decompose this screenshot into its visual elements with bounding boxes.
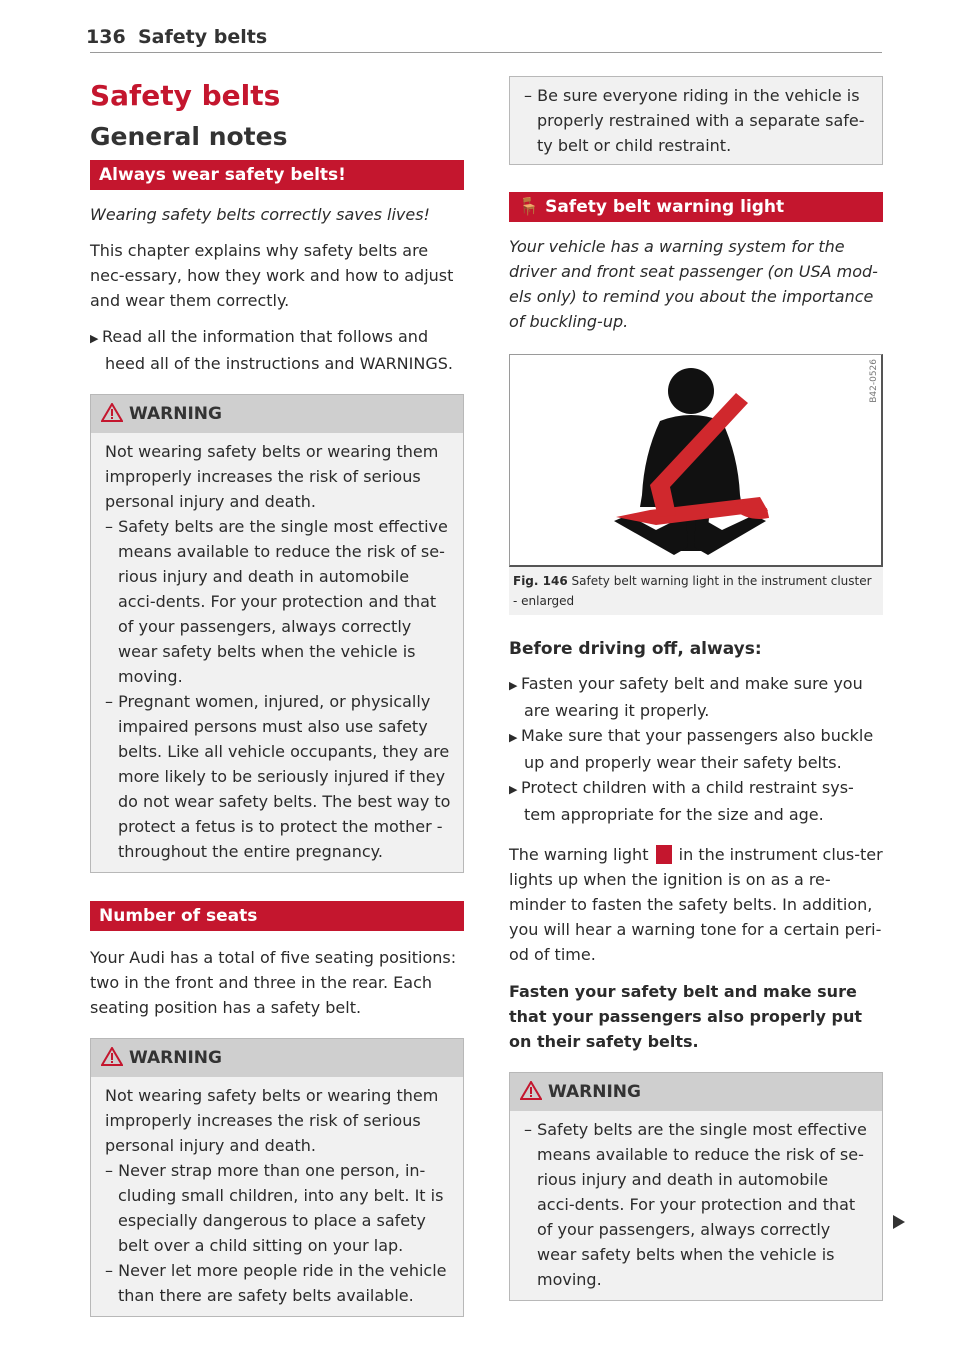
warning-label: WARNING (129, 404, 222, 424)
paragraph: Your Audi has a total of five seating positions: two in the front and three in the rear. Each seating position has a safety belt. (90, 948, 457, 1017)
right-column (509, 76, 883, 1301)
heading-text: Safety belt warning light (545, 197, 785, 217)
paragraph (509, 842, 883, 967)
bullet-text: Read all the information that follows and heed all of the instructions and WARNINGS. (101, 327, 453, 373)
warning-item: – Safety belts are the single most effective means available to reduce the risk of se-rious injury and death in automobile acci-dents. For your protection and that of your passengers, always correctly wear safety belts when the vehicle is moving. (105, 517, 448, 686)
belt-warning-light-icon (656, 845, 672, 864)
left-column (90, 76, 464, 1317)
warning-label: WARNING (129, 1048, 222, 1068)
continued-body (510, 77, 882, 164)
bullet-text: Fasten your safety belt and make sure you are wearing it properly. (520, 674, 863, 720)
warning-item: – Safety belts are the single most effective means available to reduce the risk of se-rious injury and death in automobile acci-dents. For your protection and that of your passengers, always correctly wear safety belts when the vehicle is moving. (524, 1120, 867, 1289)
warning-body (91, 433, 463, 872)
warning-header (510, 1073, 882, 1111)
continued-arrow-icon (893, 1215, 905, 1229)
bullet-item (509, 775, 883, 827)
figure-image (509, 354, 883, 567)
page-number: 136 (86, 26, 126, 48)
warning-item: – Never let more people ride in the vehicle than there are safety belts available. (105, 1261, 447, 1305)
warning-item: – Never strap more than one person, in-cluding small children, into any belt. It is especially dangerous to place a safety belt over a child sitting on your lap. (105, 1161, 444, 1255)
bullet-text: Make sure that your passengers also buckle up and properly wear their safety belts. (520, 726, 874, 772)
warning-text: Not wearing safety belts or wearing them improperly increases the risk of serious personal injury and death. (105, 1086, 439, 1155)
warning-item-text: Never strap more than one person, in-cluding small children, into any belt. It is especially dangerous to place a safety belt over a child sitting on your lap. (118, 1161, 444, 1255)
bullet-text: Protect children with a child restraint sys-tem appropriate for the size and age. (520, 778, 854, 824)
paragraph-text: in the instrument clus-ter lights up when the ignition is on as a re-minder to fasten the safety belts. In addition, you will hear a warning tone for a certain peri-od of time. (509, 845, 883, 964)
warning-body (91, 1077, 463, 1316)
heading-always-wear: Always wear safety belts! (90, 160, 464, 190)
caption-text: Safety belt warning light in the instrument cluster - enlarged (513, 574, 872, 608)
chapter-title: Safety belts (90, 79, 281, 112)
continued-box (509, 76, 883, 165)
warning-triangle-icon (520, 1081, 542, 1100)
paragraph: This chapter explains why safety belts are nec-essary, how they work and how to adjust and wear them correctly. (90, 241, 454, 310)
warning-triangle-icon (101, 403, 123, 422)
warning-header (91, 395, 463, 433)
bullet-item (509, 723, 883, 775)
figure-146 (509, 354, 883, 615)
warning-item-text: Never let more people ride in the vehicle than there are safety belts available. (118, 1261, 447, 1305)
bullet-item (509, 671, 883, 723)
warning-body (510, 1111, 882, 1300)
figure-caption (509, 567, 883, 615)
page-header (86, 24, 882, 53)
warning-item: – Be sure everyone riding in the vehicle is properly restrained with a separate safe-ty belt or child restraint. (524, 86, 865, 155)
bold-paragraph: Fasten your safety belt and make sure that your passengers also properly put on their safety belts. (509, 982, 863, 1051)
warning-triangle-icon (101, 1047, 123, 1066)
warning-text: Not wearing safety belts or wearing them improperly increases the risk of serious personal injury and death. (105, 442, 439, 511)
triangle-bullet-icon: ▶ (509, 679, 521, 692)
seatbelt-icon: 🪑 (518, 197, 540, 217)
seatbelt-warning-icon (510, 355, 882, 563)
section-title: General notes (90, 122, 288, 151)
before-driving-heading: Before driving off, always: (509, 639, 762, 659)
warning-item-text: Pregnant women, injured, or physically impaired persons must also use safety belts. Like all vehicle occupants, they are more likely to be seriously injured if they do not wear safety belts. The best way to protect a fetus is to protect the mother - throughout the entire pregnancy. (118, 692, 451, 861)
triangle-bullet-icon: ▶ (509, 731, 521, 744)
warning-label: WARNING (548, 1082, 641, 1102)
warning-box-3 (509, 1072, 883, 1301)
intro-text: Your vehicle has a warning system for the driver and front seat passenger (on USA mod-els only) to remind you about the importance of buckling-up. (509, 237, 878, 331)
bullet-item (90, 324, 464, 376)
warning-item-text: Safety belts are the single most effective means available to reduce the risk of se-rious injury and death in automobile acci-dents. For your protection and that of your passengers, always correctly wear safety belts when the vehicle is moving. (537, 1120, 867, 1289)
running-title: Safety belts (138, 26, 268, 48)
warning-item-text: Safety belts are the single most effective means available to reduce the risk of se-rious injury and death in automobile acci-dents. For your protection and that of your passengers, always correctly wear safety belts when the vehicle is moving. (118, 517, 448, 686)
triangle-bullet-icon: ▶ (509, 783, 521, 796)
figure-label: Fig. 146 (513, 574, 568, 588)
intro-text: Wearing safety belts correctly saves lives! (90, 205, 430, 224)
warning-header (91, 1039, 463, 1077)
warning-item-text: Be sure everyone riding in the vehicle is properly restrained with a separate safe-ty belt or child restraint. (537, 86, 865, 155)
triangle-bullet-icon: ▶ (90, 332, 102, 345)
warning-box-1 (90, 394, 464, 873)
paragraph-text: The warning light (509, 845, 649, 864)
figure-code: B42-0526 (869, 359, 879, 403)
heading-belt-warning-light (509, 192, 883, 222)
heading-number-of-seats: Number of seats (90, 901, 464, 931)
warning-item: – Pregnant women, injured, or physically impaired persons must also use safety belts. Like all vehicle occupants, they are more likely to be seriously injured if they do not wear safety belts. The best way to protect a fetus is to protect the mother - throughout the entire pregnancy. (105, 692, 451, 861)
warning-box-2 (90, 1038, 464, 1317)
